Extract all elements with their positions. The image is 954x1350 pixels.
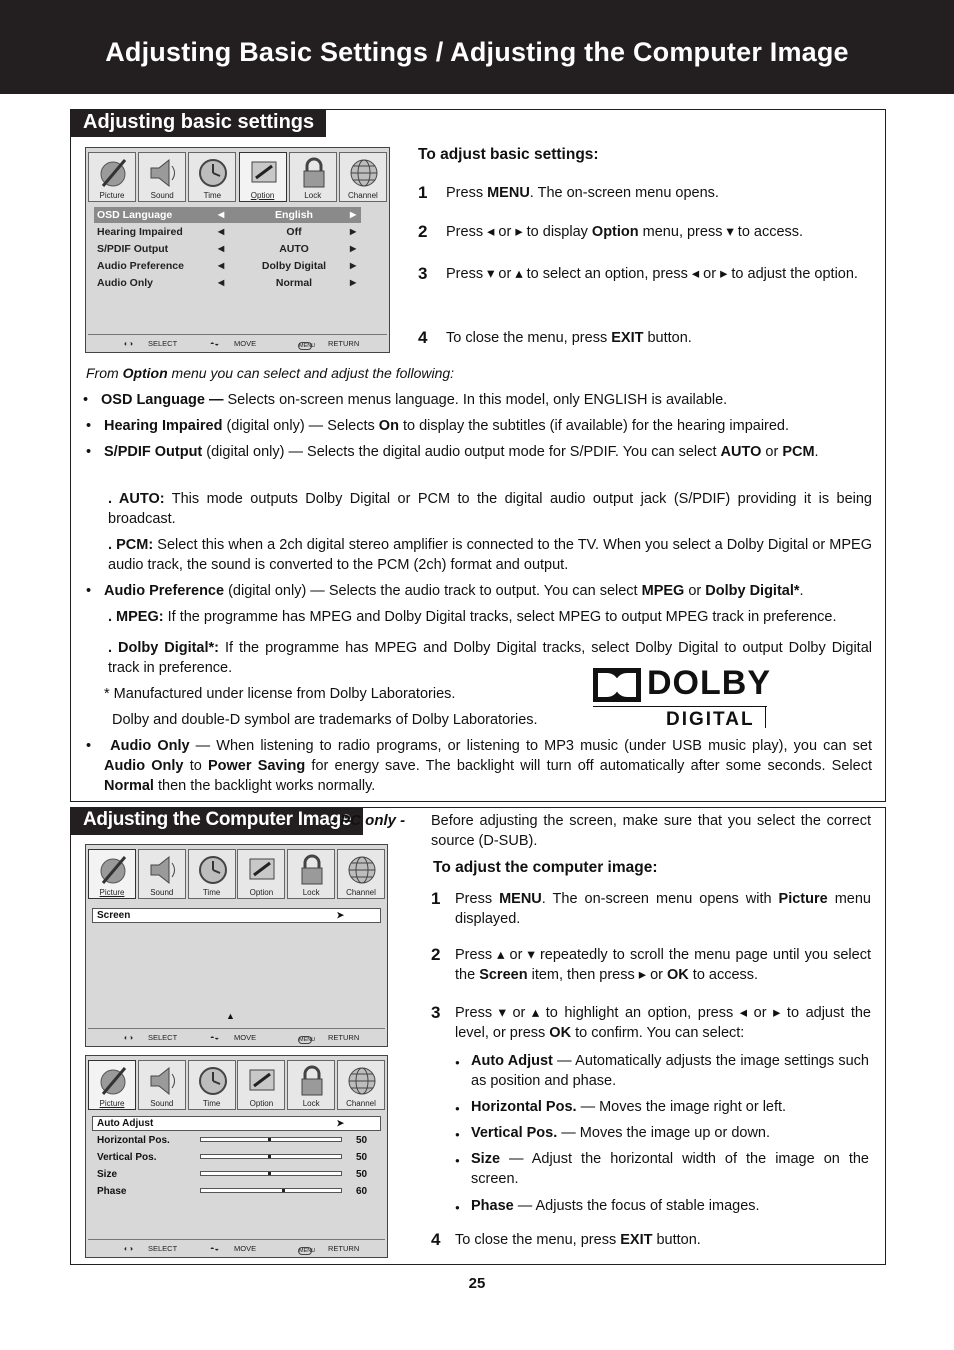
option-tab[interactable]: Option bbox=[237, 1060, 285, 1110]
bullet-hearing-impaired: • Hearing Impaired (digital only) — Selects On to display the subtitles (if available) for the hearing impaired. bbox=[104, 416, 872, 436]
page-number: 25 bbox=[468, 1275, 486, 1292]
speaker-icon bbox=[147, 853, 179, 887]
select-keys-icon: ◐◑ bbox=[124, 1244, 134, 1253]
osd-icon-bar bbox=[88, 1060, 385, 1112]
globe-icon bbox=[348, 156, 380, 190]
picture-tab[interactable]: Picture bbox=[88, 849, 136, 899]
lock-icon bbox=[298, 156, 330, 190]
pc-only-label: - PC only - bbox=[331, 812, 406, 829]
menu-key-icon: MENU bbox=[299, 343, 316, 349]
option-intro: From Option menu you can select and adjust the following: bbox=[86, 365, 455, 381]
channel-tab-label: Channel bbox=[348, 191, 378, 200]
move-keys-icon: ◓◒ bbox=[210, 339, 220, 348]
ap-dolby-desc: . Dolby Digital*: If the programme has MPEG and Dolby Digital tracks, select Dolby Digital to output Dolby Digital track in preference. bbox=[108, 640, 872, 676]
basic-settings-title: Adjusting basic settings bbox=[71, 109, 326, 137]
move-keys-icon: ◓◒ bbox=[210, 1033, 220, 1042]
lock-tab[interactable]: Lock bbox=[287, 1060, 335, 1110]
channel-tab[interactable]: Channel bbox=[337, 849, 385, 899]
right-arrow-icon: ▶ bbox=[350, 278, 357, 287]
right-arrow-icon: ▶ bbox=[350, 244, 357, 253]
phase-slider[interactable] bbox=[200, 1188, 342, 1193]
option-phase: ● Phase — Adjusts the focus of stable images. bbox=[471, 1196, 869, 1216]
osd-row-vertical-pos[interactable]: Vertical Pos. 50 bbox=[97, 1152, 368, 1163]
picture-tab[interactable] bbox=[88, 152, 136, 202]
channel-tab[interactable]: Channel bbox=[337, 1060, 385, 1110]
clock-icon bbox=[197, 853, 229, 887]
wrench-icon bbox=[246, 853, 278, 887]
osd-screen-submenu bbox=[85, 1055, 388, 1258]
bullet-audio-preference: • Audio Preference (digital only) — Selects the audio track to output. You can select MPEG or Dolby Digital*. bbox=[104, 581, 872, 601]
sound-tab-label: Sound bbox=[150, 191, 174, 200]
right-arrow-icon: ▶ bbox=[350, 210, 357, 219]
osd-row-audio-only[interactable]: Audio Only ◀ Normal ▶ bbox=[97, 277, 357, 289]
picture-tab[interactable]: Picture bbox=[88, 1060, 136, 1110]
option-vertical-pos: ● Vertical Pos. — Moves the image up or down. bbox=[471, 1123, 869, 1143]
clock-icon bbox=[197, 1064, 229, 1098]
channel-tab[interactable] bbox=[339, 152, 387, 202]
picture-icon bbox=[97, 1064, 129, 1098]
osd-row-phase[interactable]: Phase 60 bbox=[97, 1186, 368, 1197]
picture-icon bbox=[97, 156, 129, 190]
wrench-icon bbox=[246, 1064, 278, 1098]
osd-footer: ◐◑ SELECT ◓◒ MOVE MENU RETURN bbox=[88, 334, 387, 350]
right-arrow-icon: ➤ bbox=[336, 910, 344, 920]
dolby-digital-logo bbox=[593, 664, 771, 730]
left-arrow-icon: ◀ bbox=[218, 227, 225, 236]
osd-row-screen[interactable]: Screen ➤ bbox=[92, 908, 381, 923]
bullet-spdif-output: • S/PDIF Output (digital only) — Selects the digital audio output mode for S/PDIF. You can select AUTO or PCM. bbox=[104, 442, 872, 462]
horizontal-pos-slider[interactable] bbox=[200, 1137, 342, 1142]
option-tab[interactable]: Option bbox=[237, 849, 285, 899]
spdif-auto-desc: . AUTO: This mode outputs Dolby Digital or PCM to the digital audio output jack (S/PDIF) providing it is being broadcast. bbox=[108, 491, 872, 527]
move-keys-icon: ◓◒ bbox=[210, 1244, 220, 1253]
option-tab-label: Option bbox=[250, 191, 275, 200]
lock-tab-label: Lock bbox=[304, 191, 322, 200]
computer-image-title: Adjusting the Computer Image bbox=[71, 807, 363, 835]
page-title: Adjusting Basic Settings / Adjusting the Computer Image bbox=[105, 37, 849, 67]
ap-mpeg-desc: . MPEG: If the programme has MPEG and Dolby Digital tracks, select MPEG to output MPEG track in preference. bbox=[108, 609, 837, 625]
right-arrow-icon: ➤ bbox=[336, 1118, 344, 1128]
left-arrow-icon: ◀ bbox=[218, 261, 225, 270]
globe-icon bbox=[346, 853, 378, 887]
dolby-trademark-note: Dolby and double-D symbol are trademarks of Dolby Laboratories. bbox=[112, 712, 538, 728]
sound-tab[interactable]: Sound bbox=[138, 1060, 186, 1110]
option-size: ● Size — Adjust the horizontal width of the image on the screen. bbox=[471, 1149, 869, 1189]
option-auto-adjust: ● Auto Adjust — Automatically adjusts the image settings such as position and phase. bbox=[471, 1051, 869, 1091]
basic-steps-heading: To adjust basic settings: bbox=[418, 146, 599, 163]
clock-icon bbox=[197, 156, 229, 190]
osd-row-hearing-impaired[interactable]: Hearing Impaired ◀ Off ▶ bbox=[97, 226, 357, 238]
lock-icon bbox=[296, 853, 328, 887]
speaker-icon bbox=[147, 156, 179, 190]
option-horizontal-pos: ● Horizontal Pos. — Moves the image right or left. bbox=[471, 1097, 869, 1117]
osd-picture-menu bbox=[85, 844, 388, 1047]
size-slider[interactable] bbox=[200, 1171, 342, 1176]
picture-tab-label: Picture bbox=[99, 191, 125, 200]
bullet-audio-only: • Audio Only — When listening to radio programs, or listening to MP3 music (under USB music play), you can set Audio Only to Power Saving for energy save. The backlight will turn off automatically after some seconds. Select Normal then the backlight works normally. bbox=[104, 736, 872, 796]
osd-row-horizontal-pos[interactable]: Horizontal Pos. 50 bbox=[97, 1135, 368, 1146]
sound-tab[interactable] bbox=[138, 152, 186, 202]
time-tab[interactable]: Time bbox=[188, 849, 236, 899]
speaker-icon bbox=[147, 1064, 179, 1098]
select-keys-icon: ◐◑ bbox=[124, 1033, 134, 1042]
dolby-logo-word: DOLBY bbox=[647, 664, 771, 702]
scroll-up-icon[interactable]: ▲ bbox=[226, 1011, 235, 1021]
menu-key-icon: MENU bbox=[299, 1248, 316, 1254]
globe-icon bbox=[346, 1064, 378, 1098]
left-arrow-icon: ◀ bbox=[218, 278, 225, 287]
option-tab[interactable] bbox=[239, 152, 287, 202]
computer-steps-heading: To adjust the computer image: bbox=[433, 859, 658, 876]
before-adjusting-note: Before adjusting the screen, make sure that you select the correct source (D-SUB). bbox=[431, 813, 871, 849]
osd-icon-bar bbox=[88, 849, 385, 901]
lock-tab[interactable] bbox=[289, 152, 337, 202]
osd-footer: ◐◑ SELECT ◓◒ MOVE MENU RETURN bbox=[88, 1239, 385, 1255]
lock-tab[interactable]: Lock bbox=[287, 849, 335, 899]
left-arrow-icon: ◀ bbox=[218, 244, 225, 253]
osd-row-size[interactable]: Size 50 bbox=[97, 1169, 368, 1180]
time-tab[interactable]: Time bbox=[188, 1060, 236, 1110]
osd-row-auto-adjust[interactable]: Auto Adjust ➤ bbox=[92, 1116, 381, 1131]
osd-row-spdif-output[interactable]: S/PDIF Output ◀ AUTO ▶ bbox=[97, 243, 357, 255]
digital-logo-word: DIGITAL bbox=[666, 709, 755, 730]
osd-row-osd-language[interactable]: OSD Language ◀ English ▶ bbox=[94, 207, 361, 223]
time-tab[interactable] bbox=[188, 152, 236, 202]
osd-option-menu bbox=[85, 147, 390, 353]
picture-icon bbox=[97, 853, 129, 887]
dolby-license-note: * Manufactured under license from Dolby Laboratories. bbox=[104, 686, 456, 702]
time-tab-label: Time bbox=[203, 191, 222, 200]
spdif-pcm-desc: . PCM: Select this when a 2ch digital stereo amplifier is connected to the TV. When you select a Dolby Digital or MPEG audio track, the sound is converted to the PCM (2ch) format and output. bbox=[108, 537, 872, 573]
right-arrow-icon: ▶ bbox=[350, 227, 357, 236]
right-arrow-icon: ▶ bbox=[350, 261, 357, 270]
wrench-icon bbox=[248, 156, 280, 190]
select-keys-icon: ◐◑ bbox=[124, 339, 134, 348]
double-d-icon bbox=[593, 668, 641, 702]
osd-icon-bar bbox=[88, 152, 387, 204]
bullet-osd-language: • OSD Language — Selects on-screen menus language. In this model, only ENGLISH is available. bbox=[101, 390, 872, 410]
vertical-pos-slider[interactable] bbox=[200, 1154, 342, 1159]
left-arrow-icon: ◀ bbox=[218, 210, 225, 219]
osd-row-audio-preference[interactable]: Audio Preference ◀ Dolby Digital ▶ bbox=[97, 260, 357, 272]
sound-tab[interactable]: Sound bbox=[138, 849, 186, 899]
menu-key-icon: MENU bbox=[299, 1037, 316, 1043]
lock-icon bbox=[296, 1064, 328, 1098]
osd-footer: ◐◑ SELECT ◓◒ MOVE MENU RETURN bbox=[88, 1028, 385, 1044]
page-banner bbox=[0, 0, 954, 94]
